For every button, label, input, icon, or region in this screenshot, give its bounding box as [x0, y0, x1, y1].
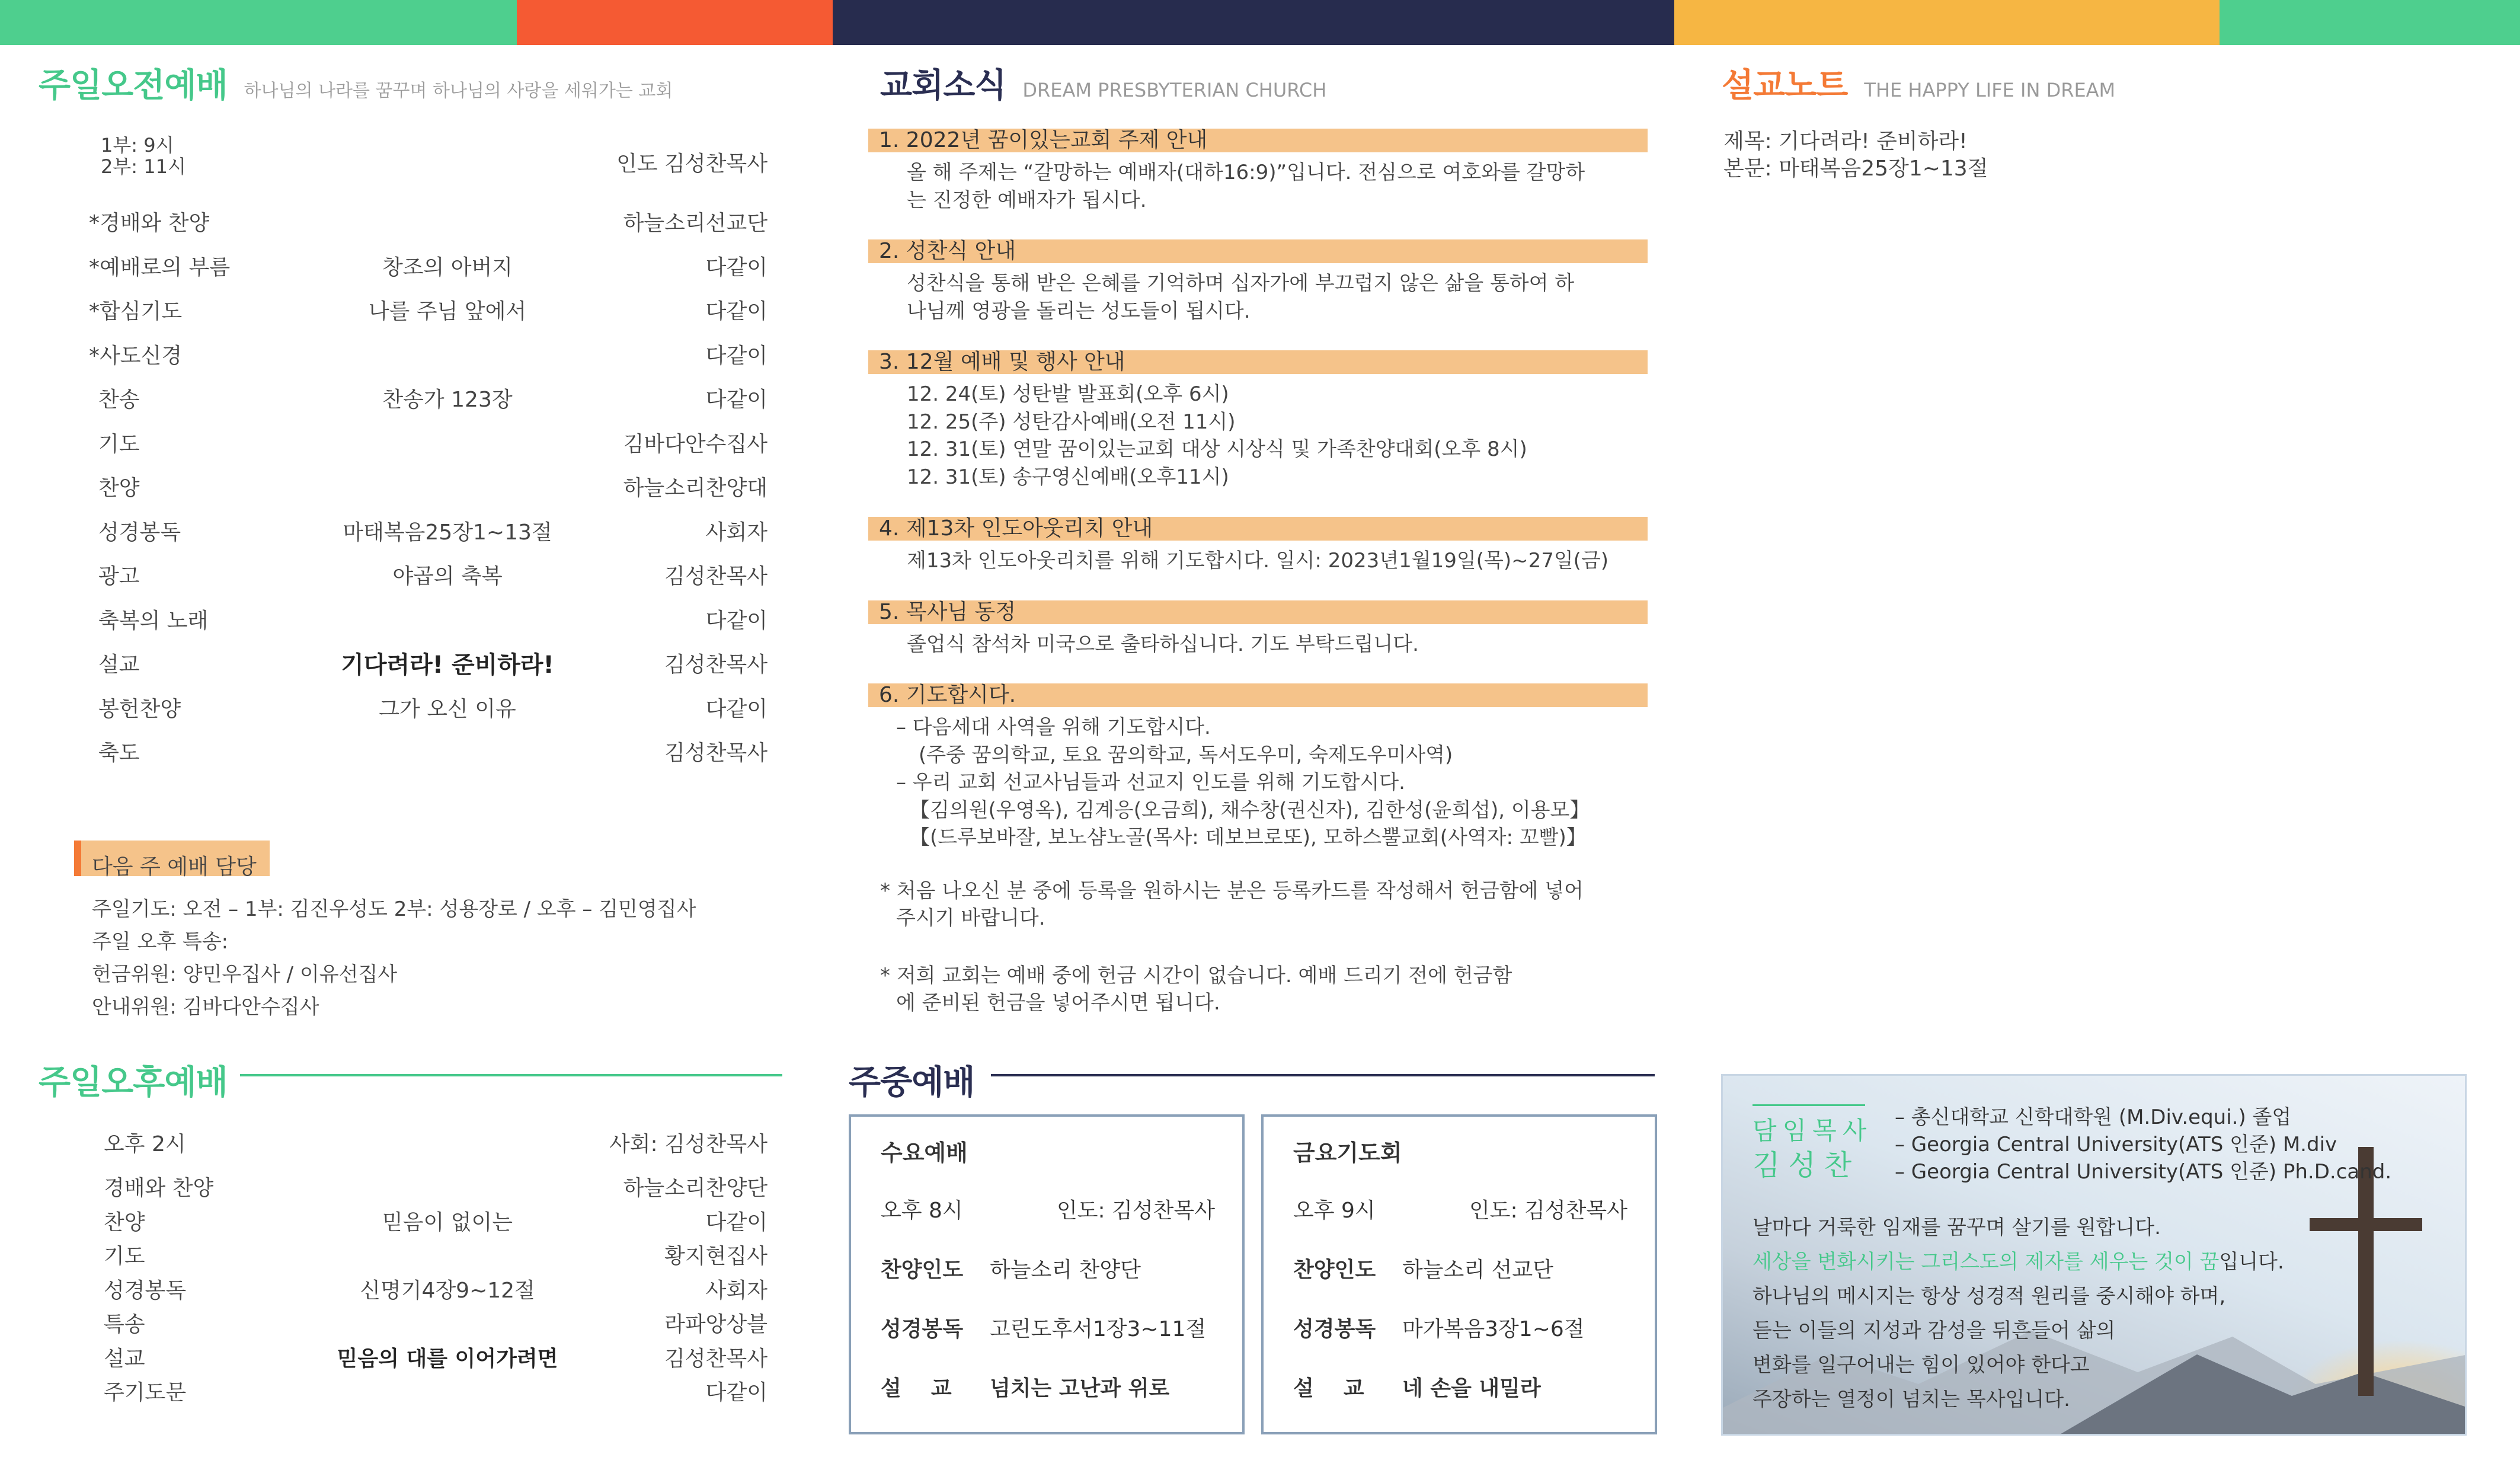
afternoon-service-title: 주일오후예배 [39, 1063, 228, 1102]
sermon-note-title [1722, 59, 2115, 107]
news-title-text: 교회소식 [880, 66, 1006, 105]
news-note-line: * 처음 나오신 분 중에 등록을 원하시는 분은 등록카드를 작성해서 헌금함에 넣어 [880, 879, 1584, 903]
wednesday-row-label: 찬양인도 [881, 1258, 964, 1282]
pastor-credential: – 총신대학교 신학대학원 (M.Div.equi.) 졸업 [1895, 1105, 2292, 1129]
top-bar-orange [517, 0, 833, 45]
order-person: 라파앙상블 [664, 1312, 767, 1337]
order-person: 김바다안수집사 [623, 432, 767, 456]
wednesday-row-value: 하늘소리 찬양단 [990, 1258, 1141, 1282]
order-content: 창조의 아버지 [382, 255, 513, 280]
wednesday-row [881, 1372, 1169, 1402]
friday-row-label: 성경봉독 [1293, 1317, 1376, 1341]
wednesday-row-label: 설 교 [881, 1376, 952, 1401]
midweek-title: 주중예배 [849, 1063, 975, 1102]
morning-service-title-text: 주일오전예배 [39, 66, 228, 105]
order-item: 축도 [98, 741, 140, 765]
order-person: 다같이 [705, 343, 767, 368]
next-week-label: 다음 주 예배 담당 [92, 855, 257, 879]
order-person: 다같이 [705, 608, 767, 633]
pastor-bio-highlight: 세상을 변화시키는 그리스도의 제자를 세우는 것이 꿈 [1753, 1250, 2220, 1274]
wednesday-row [881, 1253, 1141, 1283]
sermon-note-title-text: 설교노트 [1722, 66, 1848, 105]
friday-title: 금요기도회 [1293, 1140, 1402, 1166]
news-line: 졸업식 참석차 미국으로 출타하십니다. 기도 부탁드립니다. [907, 632, 1419, 656]
afternoon-time: 오후 2시 [104, 1132, 186, 1156]
order-person: 다같이 [705, 696, 767, 721]
order-item: 경배와 찬양 [104, 1176, 214, 1200]
next-week-line: 주일 오후 특송: [92, 930, 229, 954]
sermon-note-subtitle: THE HAPPY LIFE IN DREAM [1864, 79, 2116, 101]
order-content: 기다려라! 준비하라! [341, 651, 554, 679]
order-item: 봉헌찬양 [98, 696, 181, 721]
order-person: 김성찬목사 [664, 1346, 767, 1371]
next-week-line: 헌금위원: 양민우집사 / 이유선집사 [92, 963, 398, 986]
news-line: 나님께 영광을 돌리는 성도들이 됩시다. [907, 299, 1251, 323]
friday-time: 오후 9시 [1293, 1199, 1376, 1223]
order-person: 사회자 [705, 520, 767, 545]
friday-leader: 인도: 김성찬목사 [1469, 1199, 1627, 1223]
news-note-line: 에 준비된 헌금을 넣어주시면 됩니다. [896, 991, 1220, 1015]
pastor-credential: – Georgia Central University(ATS 인준) Ph.D.cand. [1895, 1160, 2392, 1184]
pastor-bio-line [1753, 1245, 2284, 1274]
wednesday-row-value: 고린도후서1장3~11절 [990, 1317, 1207, 1341]
wednesday-leader: 인도: 김성찬목사 [1056, 1199, 1215, 1223]
next-week-line: 주일기도: 오전 – 1부: 김진우성도 2부: 성용장로 / 오후 – 김민영집사 [92, 897, 696, 921]
news-title [880, 59, 1326, 107]
order-content: 믿음이 없이는 [382, 1210, 513, 1235]
order-item: 찬송 [98, 388, 140, 412]
order-content: 나를 주님 앞에서 [368, 299, 527, 324]
wednesday-service-box [849, 1114, 1245, 1434]
order-item: *합심기도 [89, 299, 183, 324]
news-line: 12. 24(토) 성탄발 발표회(오후 6시) [907, 382, 1229, 406]
friday-row-value: 하늘소리 선교단 [1402, 1258, 1553, 1282]
order-item: 주기도문 [104, 1380, 187, 1405]
news-heading: 4. 제13차 인도아웃리치 안내 [868, 517, 1648, 541]
order-item: 광고 [98, 564, 140, 589]
order-item: 특송 [104, 1312, 145, 1337]
order-person: 하늘소리찬양대 [623, 476, 767, 500]
friday-row-label: 설 교 [1293, 1376, 1364, 1401]
order-person: 다같이 [705, 255, 767, 280]
news-note-line: 주시기 바랍니다. [896, 906, 1045, 930]
friday-row-label: 찬양인도 [1293, 1258, 1376, 1282]
order-person: 하늘소리선교단 [623, 211, 767, 235]
order-item: *경배와 찬양 [89, 211, 210, 235]
top-bar-gold [1674, 0, 2220, 45]
morning-time-2: 2부: 11시 [101, 155, 186, 178]
order-content: 야곱의 축복 [392, 564, 503, 589]
sermon-note-title-line: 제목: 기다려라! 준비하라! [1723, 129, 1968, 154]
order-content: 마태복음25장1~13절 [343, 520, 552, 545]
news-line: 올 해 주제는 “갈망하는 예배자(대하16:9)”입니다. 전심으로 여호와를 갈망하 [907, 161, 1585, 184]
wednesday-row-label: 성경봉독 [881, 1317, 964, 1341]
cross-icon [2292, 1147, 2440, 1396]
pastor-bio-line: 변화를 일구어내는 힘이 있어야 한다고 [1753, 1353, 2090, 1377]
order-item: 설교 [104, 1346, 145, 1371]
pastor-bio-line: 하나님의 메시지는 항상 성경적 원리를 중시해야 하며, [1753, 1284, 2226, 1308]
morning-time-1: 1부: 9시 [101, 134, 174, 156]
news-line: 【김의원(우영옥), 김계응(오금희), 채수창(권신자), 김한성(윤희섭), 이용모】 [910, 798, 1590, 822]
morning-service-subtitle: 하나님의 나라를 꿈꾸며 하나님의 사랑을 세워가는 교회 [244, 81, 673, 101]
order-person: 사회자 [705, 1278, 767, 1303]
wednesday-time: 오후 8시 [881, 1199, 963, 1223]
friday-row [1293, 1253, 1553, 1283]
friday-row-value: 마가복음3장1~6절 [1402, 1317, 1585, 1341]
midweek-title-divider [991, 1074, 1655, 1076]
afternoon-leader: 사회: 김성찬목사 [609, 1132, 767, 1156]
afternoon-title-divider [240, 1074, 782, 1076]
order-person: 다같이 [705, 1380, 767, 1405]
news-line: 12. 25(주) 성탄감사예배(오전 11시) [907, 410, 1236, 434]
news-line: 【(드루보바잘, 보노샴노골(목사: 데보브로또), 모하스뿔교회(사역자: 꼬빨)】 [910, 826, 1587, 849]
pastor-profile-box [1721, 1074, 2467, 1436]
order-person: 황지현집사 [664, 1244, 767, 1268]
news-line: 제13차 인도아웃리치를 위해 기도합시다. 일시: 2023년1월19일(목)~27일(금) [907, 549, 1609, 573]
order-item: 기도 [104, 1244, 145, 1268]
morning-leader: 인도 김성찬목사 [616, 152, 767, 176]
news-heading: 1. 2022년 꿈이있는교회 주제 안내 [868, 129, 1648, 152]
order-person: 김성찬목사 [664, 564, 767, 589]
pastor-bio-line: 듣는 이들의 지성과 감성을 뒤흔들어 삶의 [1753, 1319, 2116, 1343]
top-bar-navy [833, 0, 1674, 45]
sermon-note-text-line: 본문: 마태복음25장1~13절 [1723, 156, 1988, 181]
wednesday-row [881, 1312, 1206, 1343]
order-item: 성경봉독 [98, 520, 181, 545]
pastor-bio-line: 날마다 거룩한 임재를 꿈꾸며 살기를 원합니다. [1753, 1216, 2161, 1239]
news-note-line: * 저희 교회는 예배 중에 헌금 시간이 없습니다. 예배 드리기 전에 헌금함 [880, 964, 1512, 988]
order-content: 찬송가 123장 [382, 388, 513, 412]
pastor-role-divider [1753, 1104, 1865, 1106]
news-line: 12. 31(토) 연말 꿈이있는교회 대상 시상식 및 가족찬양대회(오후 8시) [907, 437, 1527, 461]
order-person: 김성찬목사 [664, 741, 767, 765]
news-line: – 우리 교회 선교사님들과 선교지 인도를 위해 기도합시다. [896, 771, 1405, 794]
order-content: 신명기4장9~12절 [360, 1278, 535, 1303]
friday-service-box [1261, 1114, 1657, 1434]
news-subtitle: DREAM PRESBYTERIAN CHURCH [1022, 79, 1327, 101]
order-item: 설교 [98, 653, 140, 677]
top-bar-green-left [0, 0, 517, 45]
news-line: 12. 31(토) 송구영신예배(오후11시) [907, 465, 1229, 489]
order-item: 축복의 노래 [98, 608, 209, 633]
pastor-role: 담임목사 [1753, 1116, 1873, 1145]
order-person: 김성찬목사 [664, 653, 767, 677]
order-person: 하늘소리찬양단 [623, 1176, 767, 1200]
news-heading: 6. 기도합시다. [868, 683, 1648, 707]
order-item: *예배로의 부름 [89, 255, 231, 280]
order-person: 다같이 [705, 299, 767, 324]
pastor-credential: – Georgia Central University(ATS 인준) M.div [1895, 1133, 2337, 1156]
order-item: 찬양 [98, 476, 140, 500]
order-person: 다같이 [705, 1210, 767, 1235]
news-heading: 3. 12월 예배 및 행사 안내 [868, 350, 1648, 374]
news-line: 성찬식을 통해 받은 은혜를 기억하며 십자가에 부끄럽지 않은 삶을 통하여 하 [907, 271, 1575, 295]
morning-service-title [39, 59, 673, 107]
order-content: 믿음의 대를 이어가려면 [337, 1346, 558, 1371]
pastor-bio-line: 주장하는 열정이 넘치는 목사입니다. [1753, 1388, 2070, 1411]
order-item: 성경봉독 [104, 1278, 187, 1303]
top-bar-green-right [2220, 0, 2520, 45]
order-person: 다같이 [705, 388, 767, 412]
wednesday-row-value: 넘치는 고난과 위로 [990, 1376, 1170, 1401]
pastor-bio-highlight-rest: 입니다. [2219, 1250, 2284, 1274]
friday-row [1293, 1372, 1541, 1402]
order-item: *사도신경 [89, 343, 183, 368]
wednesday-title: 수요예배 [881, 1140, 968, 1166]
order-content: 그가 오신 이유 [379, 696, 516, 721]
news-line: (주중 꿈의학교, 토요 꿈의학교, 독서도우미, 숙제도우미사역) [919, 743, 1453, 767]
next-week-line: 안내위원: 김바다안수집사 [92, 995, 319, 1019]
order-item: 찬양 [104, 1210, 145, 1235]
news-line: – 다음세대 사역을 위해 기도합시다. [896, 715, 1211, 739]
news-line: 는 진정한 예배자가 됩시다. [907, 188, 1147, 212]
news-heading: 5. 목사님 동정 [868, 600, 1648, 624]
news-heading: 2. 성찬식 안내 [868, 239, 1648, 263]
friday-row-value: 네 손을 내밀라 [1402, 1376, 1541, 1401]
friday-row [1293, 1312, 1585, 1343]
pastor-name: 김성찬 [1753, 1149, 1860, 1182]
order-item: 기도 [98, 432, 140, 456]
